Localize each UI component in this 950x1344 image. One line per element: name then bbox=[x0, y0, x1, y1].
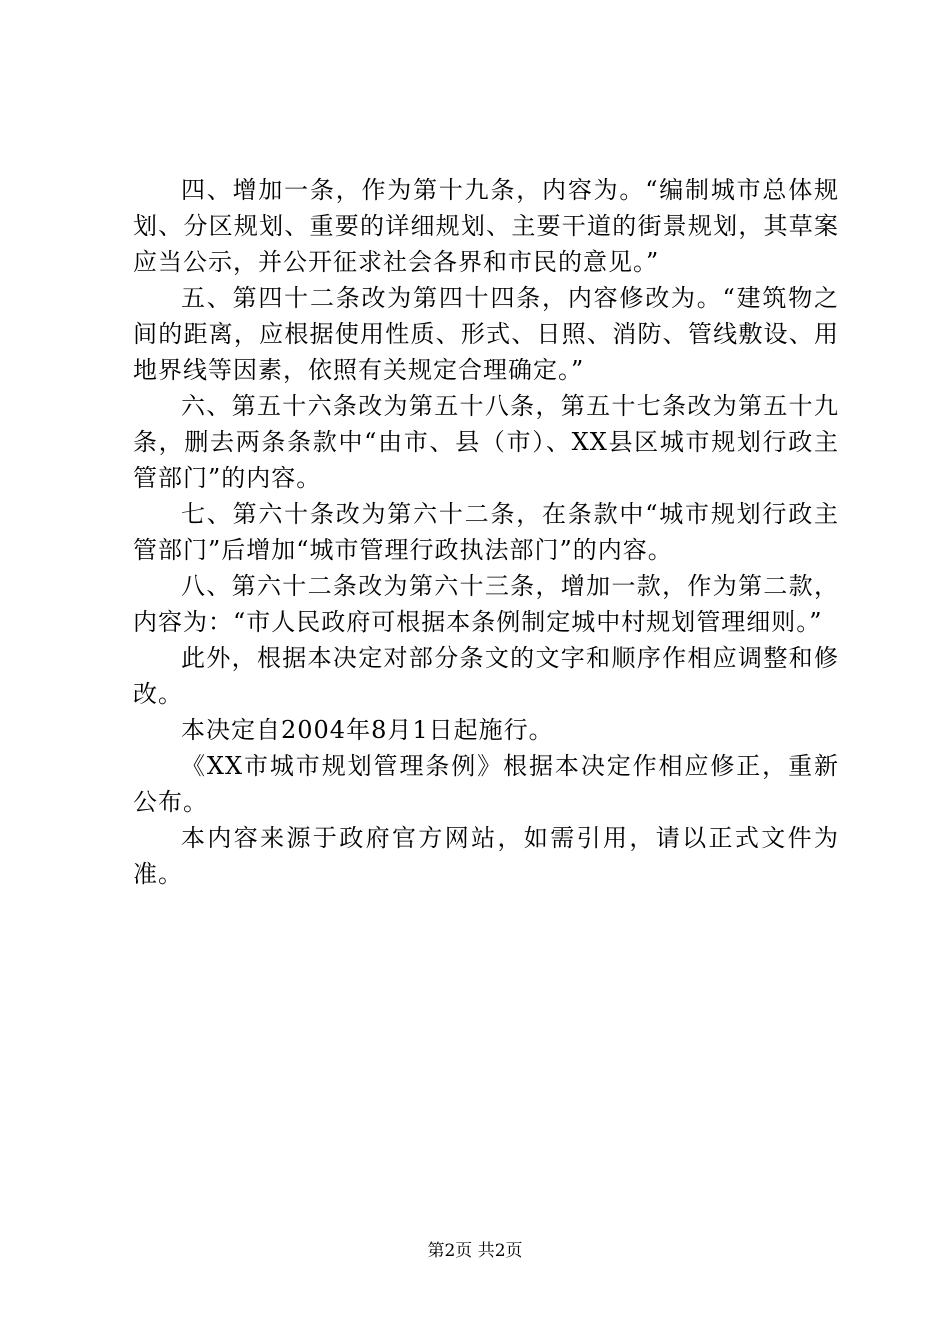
page-number-footer: 第2页 共2页 bbox=[427, 1241, 523, 1261]
paragraph-article-5: 五、第四十二条改为第四十四条，内容修改为。“建筑物之间的距离，应根据使用性质、形式、日照、消防、管线敷设、用地界线等因素，依照有关规定合理确定。” bbox=[133, 284, 839, 384]
paragraph-article-4: 四、增加一条，作为第十九条，内容为。“编制城市总体规划、分区规划、重要的详细规划、主要干道的街景规划，其草案应当公示，并公开征求社会各界和市民的意见。” bbox=[133, 176, 839, 276]
paragraph-article-7: 七、第六十条改为第六十二条，在条款中“城市规划行政主管部门”后增加“城市管理行政执法部门”的内容。 bbox=[133, 500, 839, 564]
paragraph-republication: 《XX市城市规划管理条例》根据本决定作相应修正，重新公布。 bbox=[133, 752, 839, 816]
paragraph-article-6: 六、第五十六条改为第五十八条，第五十七条改为第五十九条，删去两条条款中“由市、县（市）、XX县区城市规划行政主管部门”的内容。 bbox=[133, 392, 839, 492]
paragraph-source-note: 本内容来源于政府官方网站，如需引用，请以正式文件为准。 bbox=[133, 824, 839, 888]
document-body bbox=[133, 172, 839, 892]
paragraph-adjustment-note: 此外，根据本决定对部分条文的文字和顺序作相应调整和修改。 bbox=[133, 644, 839, 708]
paragraph-effective-date: 本决定自2004年8月1日起施行。 bbox=[181, 716, 554, 744]
paragraph-article-8: 八、第六十二条改为第六十三条，增加一款，作为第二款，内容为：“市人民政府可根据本条例制定城中村规划管理细则。” bbox=[133, 572, 839, 636]
